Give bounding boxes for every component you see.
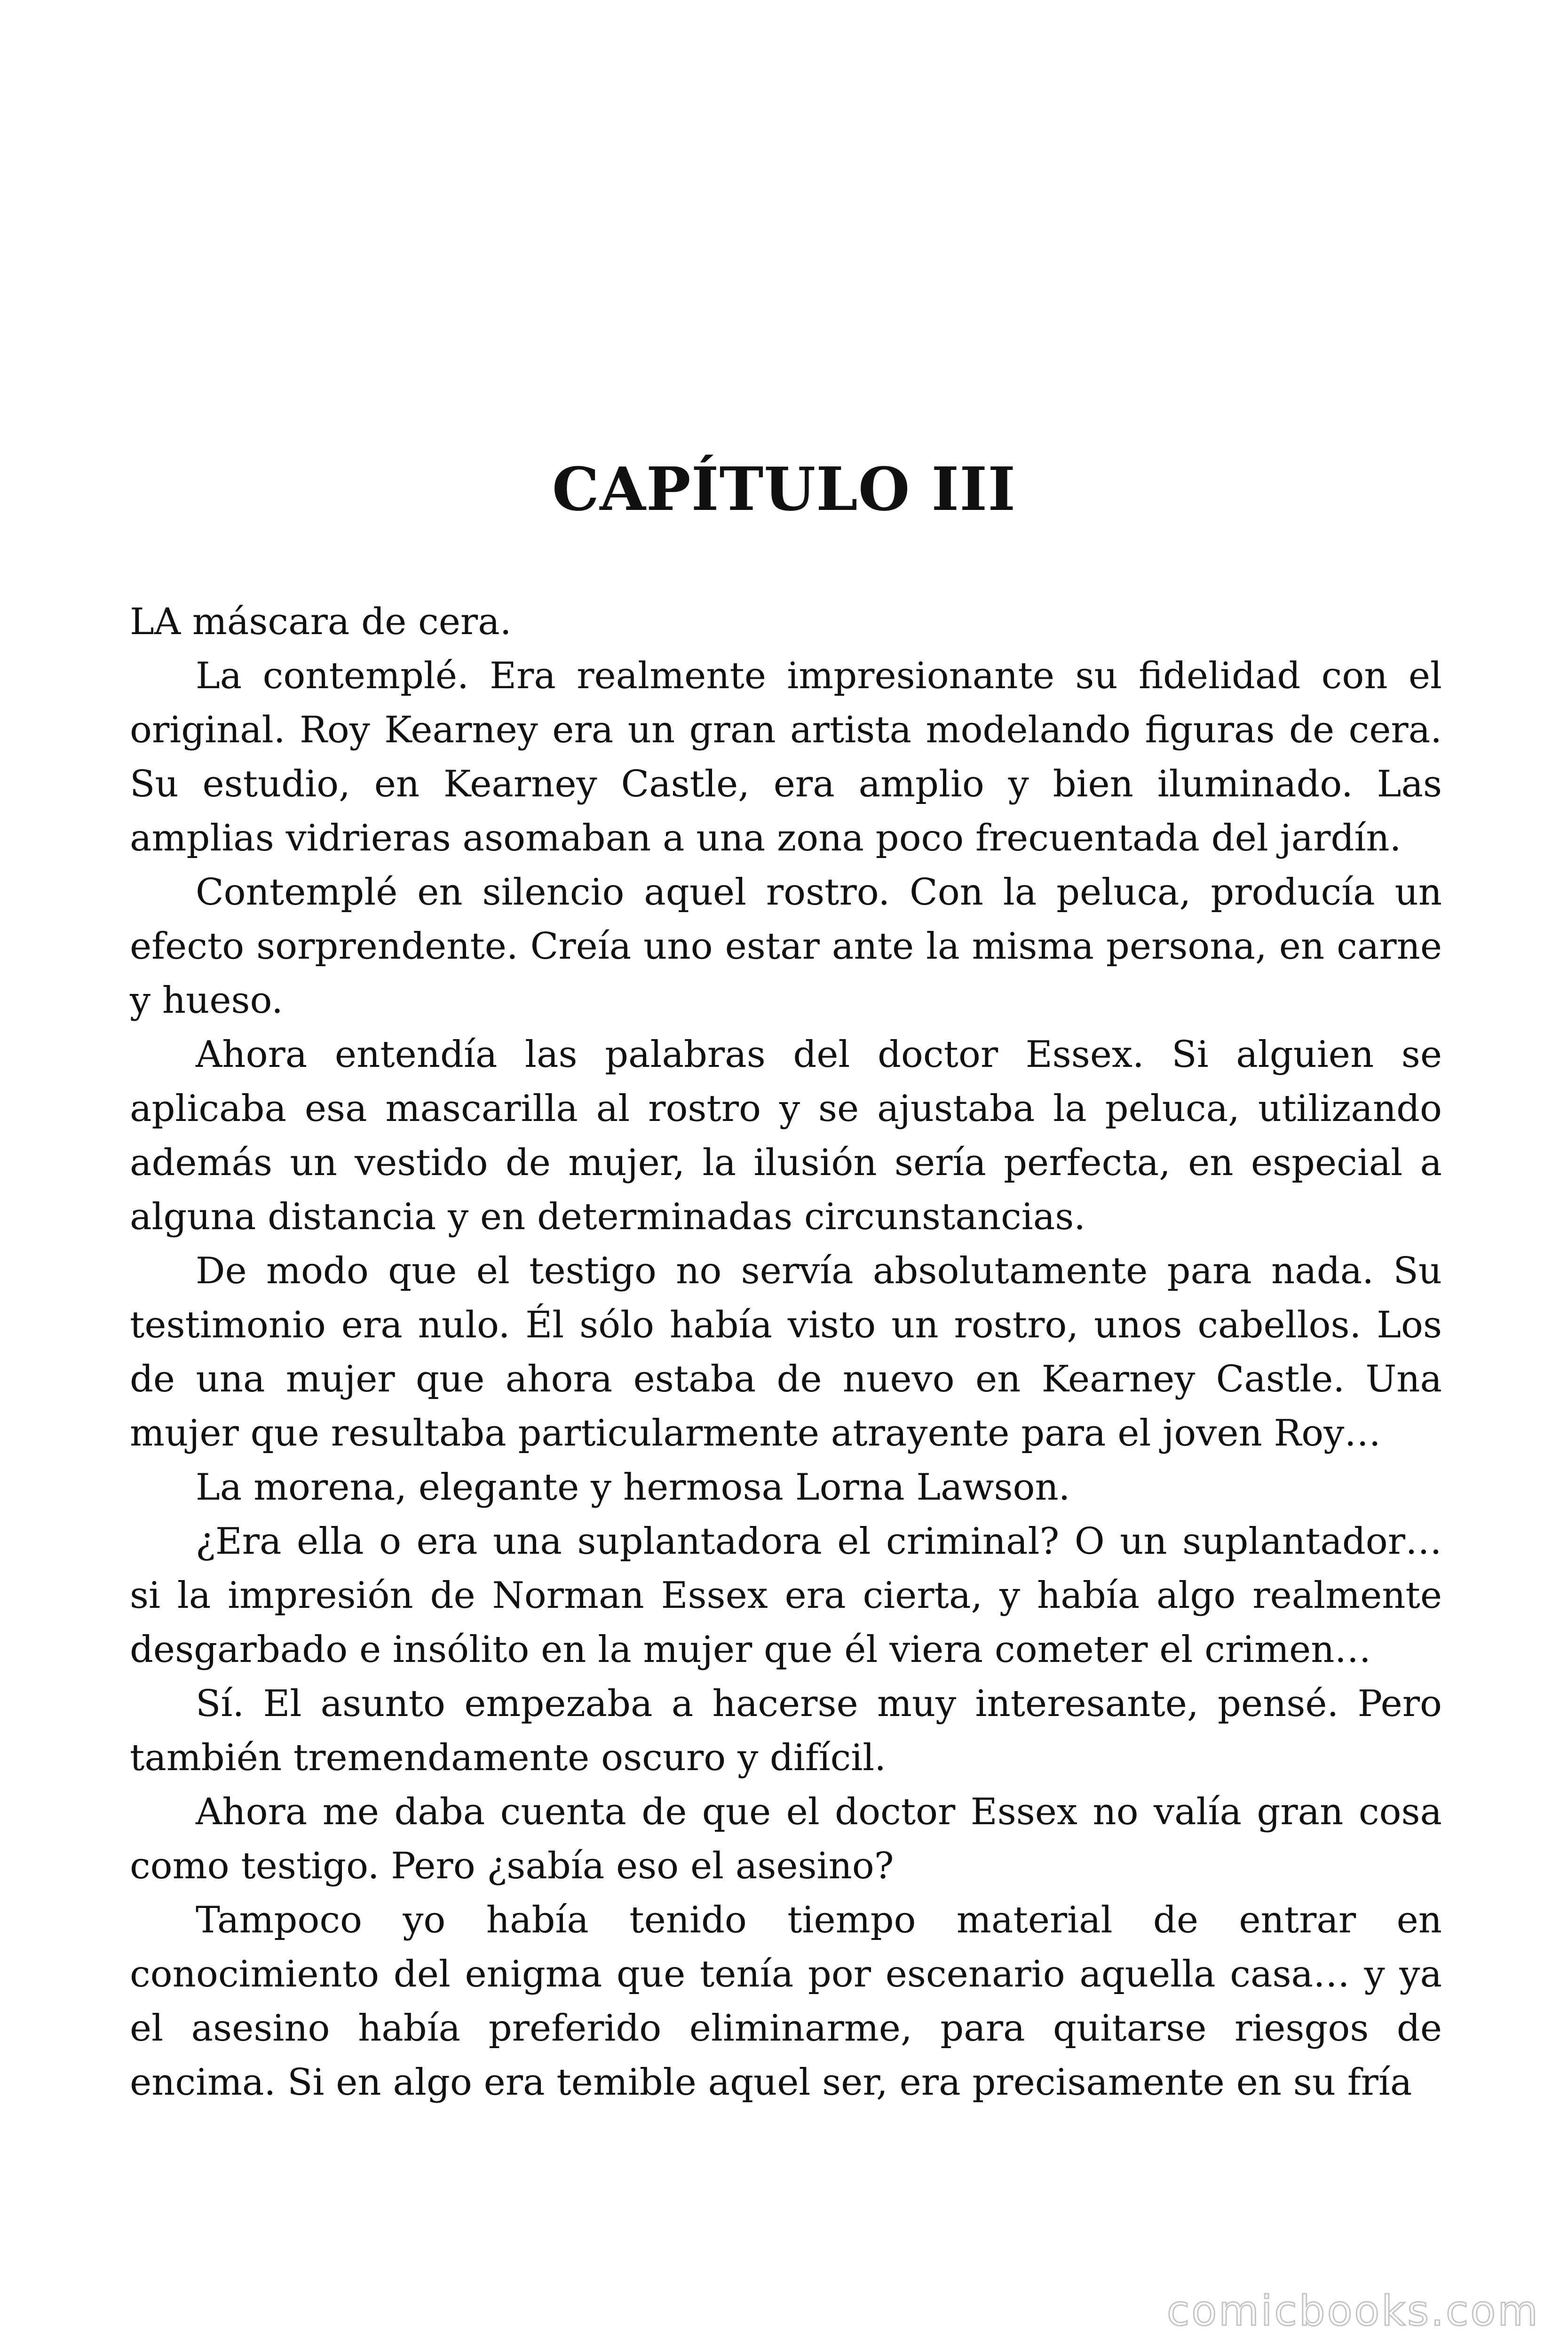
paragraph: La morena, elegante y hermosa Lorna Lawson.: [196, 1466, 1070, 1509]
paragraph: LA máscara de cera.: [130, 601, 512, 643]
paragraph: Ahora me daba cuenta de que el doctor Essex no valía gran cosa como testigo. Pero ¿sabía eso el asesino?: [130, 1791, 1442, 1887]
paragraph: Contemplé en silencio aquel rostro. Con la peluca, producía un efecto sorprendente. Creía uno estar ante la misma persona, en carne y hueso.: [130, 871, 1442, 1022]
paragraph: ¿Era ella o era una suplantadora el criminal? O un suplantador… si la impresión de Norman Essex era cierta, y había algo realmente desgarbado e insólito en la mujer que él viera cometer el crimen…: [130, 1520, 1442, 1671]
paragraph: Sí. El asunto empezaba a hacerse muy interesante, pensé. Pero también tremendamente oscuro y difícil.: [130, 1683, 1442, 1779]
paragraph: La contemplé. Era realmente impresionante su fidelidad con el original. Roy Kearney era un gran artista modelando figuras de cera. Su estudio, en Kearney Castle, era amplio y bien iluminado. Las amplias vidrieras asomaban a una zona poco frecuentada del jardín.: [130, 655, 1442, 859]
paragraph: De modo que el testigo no servía absolutamente para nada. Su testimonio era nulo. Él sólo había visto un rostro, unos cabellos. Los de una mujer que ahora estaba de nuevo en Kearney Castle. Una mujer que resultaba particularmente atrayente para el joven Roy…: [130, 1250, 1442, 1454]
chapter-body: [130, 595, 1442, 2110]
chapter-title: CAPÍTULO III: [552, 454, 1016, 524]
watermark: comicbooks.com: [1166, 2287, 1540, 2335]
paragraph: Ahora entendía las palabras del doctor Essex. Si alguien se aplicaba esa mascarilla al rostro y se ajustaba la peluca, utilizando además un vestido de mujer, la ilusión sería perfecta, en especial a alguna distancia y en determinadas circunstancias.: [130, 1033, 1442, 1238]
paragraph: Tampoco yo había tenido tiempo material de entrar en conocimiento del enigma que tenía por escenario aquella casa… y ya el asesino había preferido eliminarme, para quitarse riesgos de encima. Si en algo era temible aquel ser, era precisamente en su fría: [130, 1899, 1442, 2104]
